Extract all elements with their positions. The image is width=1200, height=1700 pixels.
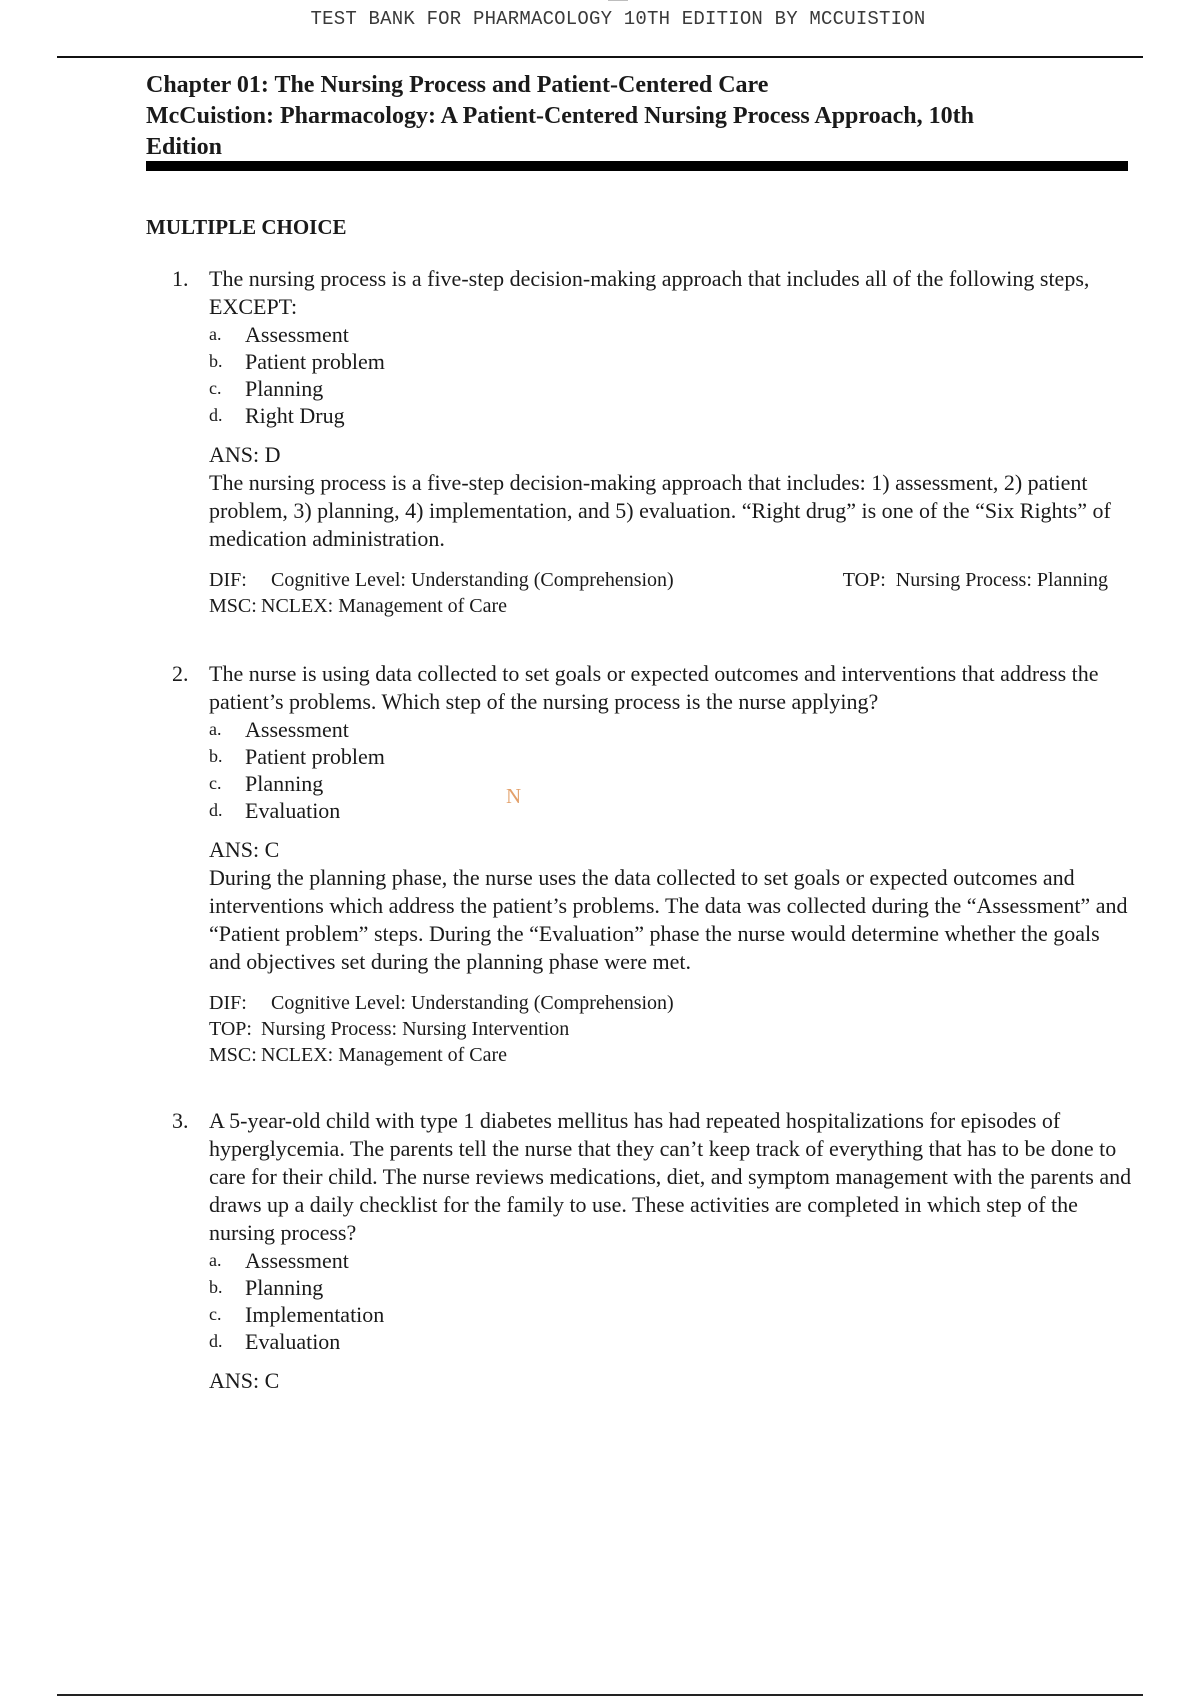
option-letter: a. [209,719,222,739]
option-d [209,402,1132,429]
top-field [843,567,1108,593]
question-stem: The nursing process is a five-step decision-making approach that includes all of the following steps, EXCEPT: [209,266,1090,319]
answer-key: ANS: C [209,1368,280,1393]
answer-options [209,716,1132,824]
option-letter: d. [209,405,223,425]
option-b [209,348,1132,375]
dif-value: Cognitive Level: Understanding (Comprehension) [271,569,674,591]
top-rule [57,56,1143,58]
answer-options [209,321,1132,429]
option-a [209,716,1132,743]
answer-rationale: During the planning phase, the nurse uses the data collected to set goals or expected outcomes and interventions which address the patient’s problems. The data was collected during the “Assessment” and “Patient problem” steps. During the “Evaluation” phase the nurse would determine whether the goals and objectives set during the planning phase were met. [209,865,1128,974]
answer-key: ANS: C [209,837,280,862]
option-text: Planning [245,1275,324,1300]
option-letter: c. [209,1304,222,1324]
option-letter: b. [209,746,223,766]
top-value: Nursing Process: Planning [895,569,1108,591]
meta-row-dif [209,990,1132,1016]
question-stem: The nurse is using data collected to set goals or expected outcomes and interventions that address the patient’s problems. Which step of the nursing process is the nurse applying? [209,661,1099,714]
option-letter: a. [209,324,222,344]
meta-row-dif-top [209,567,1132,593]
option-text: Evaluation [245,1329,341,1354]
meta-row-top [209,1016,1132,1042]
option-a [209,321,1132,348]
top-label: TOP: [842,569,886,591]
option-text: Assessment [245,1248,349,1273]
dif-label: DIF: [209,569,247,591]
option-letter: c. [209,773,222,793]
answer-block [209,441,1132,553]
document-title [146,70,1126,163]
watermark-letter: N [506,784,522,808]
option-text: Evaluation [245,798,341,823]
option-letter: a. [209,1250,222,1270]
section-heading: MULTIPLE CHOICE [146,215,347,239]
question-1 [172,265,1132,619]
meta-row-msc [209,1042,1132,1068]
answer-block [209,1367,1132,1395]
option-letter: d. [209,1331,223,1351]
question-number: 2. [172,661,189,686]
top-value: Nursing Process: Nursing Intervention [261,1018,570,1040]
msc-label: MSC: [209,1044,257,1066]
option-b [209,743,1132,770]
book-title: McCuistion: Pharmacology: A Patient-Centered Nursing Process Approach, 10th [146,103,974,129]
option-d [209,797,1132,824]
option-text: Patient problem [245,744,385,769]
option-c [209,770,1132,797]
question-number: 1. [172,266,189,291]
question-3 [172,1107,1132,1395]
answer-block [209,836,1132,976]
msc-value: NCLEX: Management of Care [261,595,508,617]
option-c [209,1301,1132,1328]
title-underline-bar [146,161,1128,171]
option-text: Assessment [245,717,349,742]
option-letter: c. [209,378,222,398]
option-letter: b. [209,1277,223,1297]
question-metadata [209,990,1132,1068]
question-metadata [209,567,1132,619]
answer-key: ANS: D [209,442,281,467]
option-text: Planning [245,771,324,796]
bottom-rule [57,1694,1143,1696]
running-header: TEST BANK FOR PHARMACOLOGY 10TH EDITION BY MCCUISTION [310,8,926,30]
header-mark [608,0,628,1]
chapter-title: Chapter 01: The Nursing Process and Patient-Centered Care [146,72,769,98]
dif-label: DIF: [209,992,247,1014]
option-d [209,1328,1132,1355]
option-letter: b. [209,351,223,371]
option-text: Assessment [245,322,349,347]
option-letter: d. [209,800,223,820]
answer-options [209,1247,1132,1355]
top-label: TOP: [209,1018,252,1040]
msc-value: NCLEX: Management of Care [261,1044,508,1066]
question-stem: A 5-year-old child with type 1 diabetes mellitus has had repeated hospitalizations for episodes of hyperglycemia. The parents tell the nurse that they can’t keep track of everything that has to be done to care for their child. The nurse reviews medications, diet, and symptom management with the parents and draws up a daily checklist for the family to use. These activities are completed in which step of the nursing process? [209,1108,1132,1245]
msc-label: MSC: [209,595,257,617]
answer-rationale: The nursing process is a five-step decision-making approach that includes: 1) assessment, 2) patient problem, 3) planning, 4) implementation, and 5) evaluation. “Right drug” is one of the “Six Rights” of medication administration. [209,470,1111,551]
option-text: Implementation [245,1302,385,1327]
option-text: Patient problem [245,349,385,374]
meta-row-msc [209,593,1132,619]
book-title-edition: Edition [146,134,223,160]
option-text: Right Drug [245,403,345,428]
option-text: Planning [245,376,324,401]
dif-value: Cognitive Level: Understanding (Comprehension) [271,992,674,1014]
question-number: 3. [172,1108,189,1133]
option-c [209,375,1132,402]
option-b [209,1274,1132,1301]
option-a [209,1247,1132,1274]
question-2 [172,660,1132,1068]
